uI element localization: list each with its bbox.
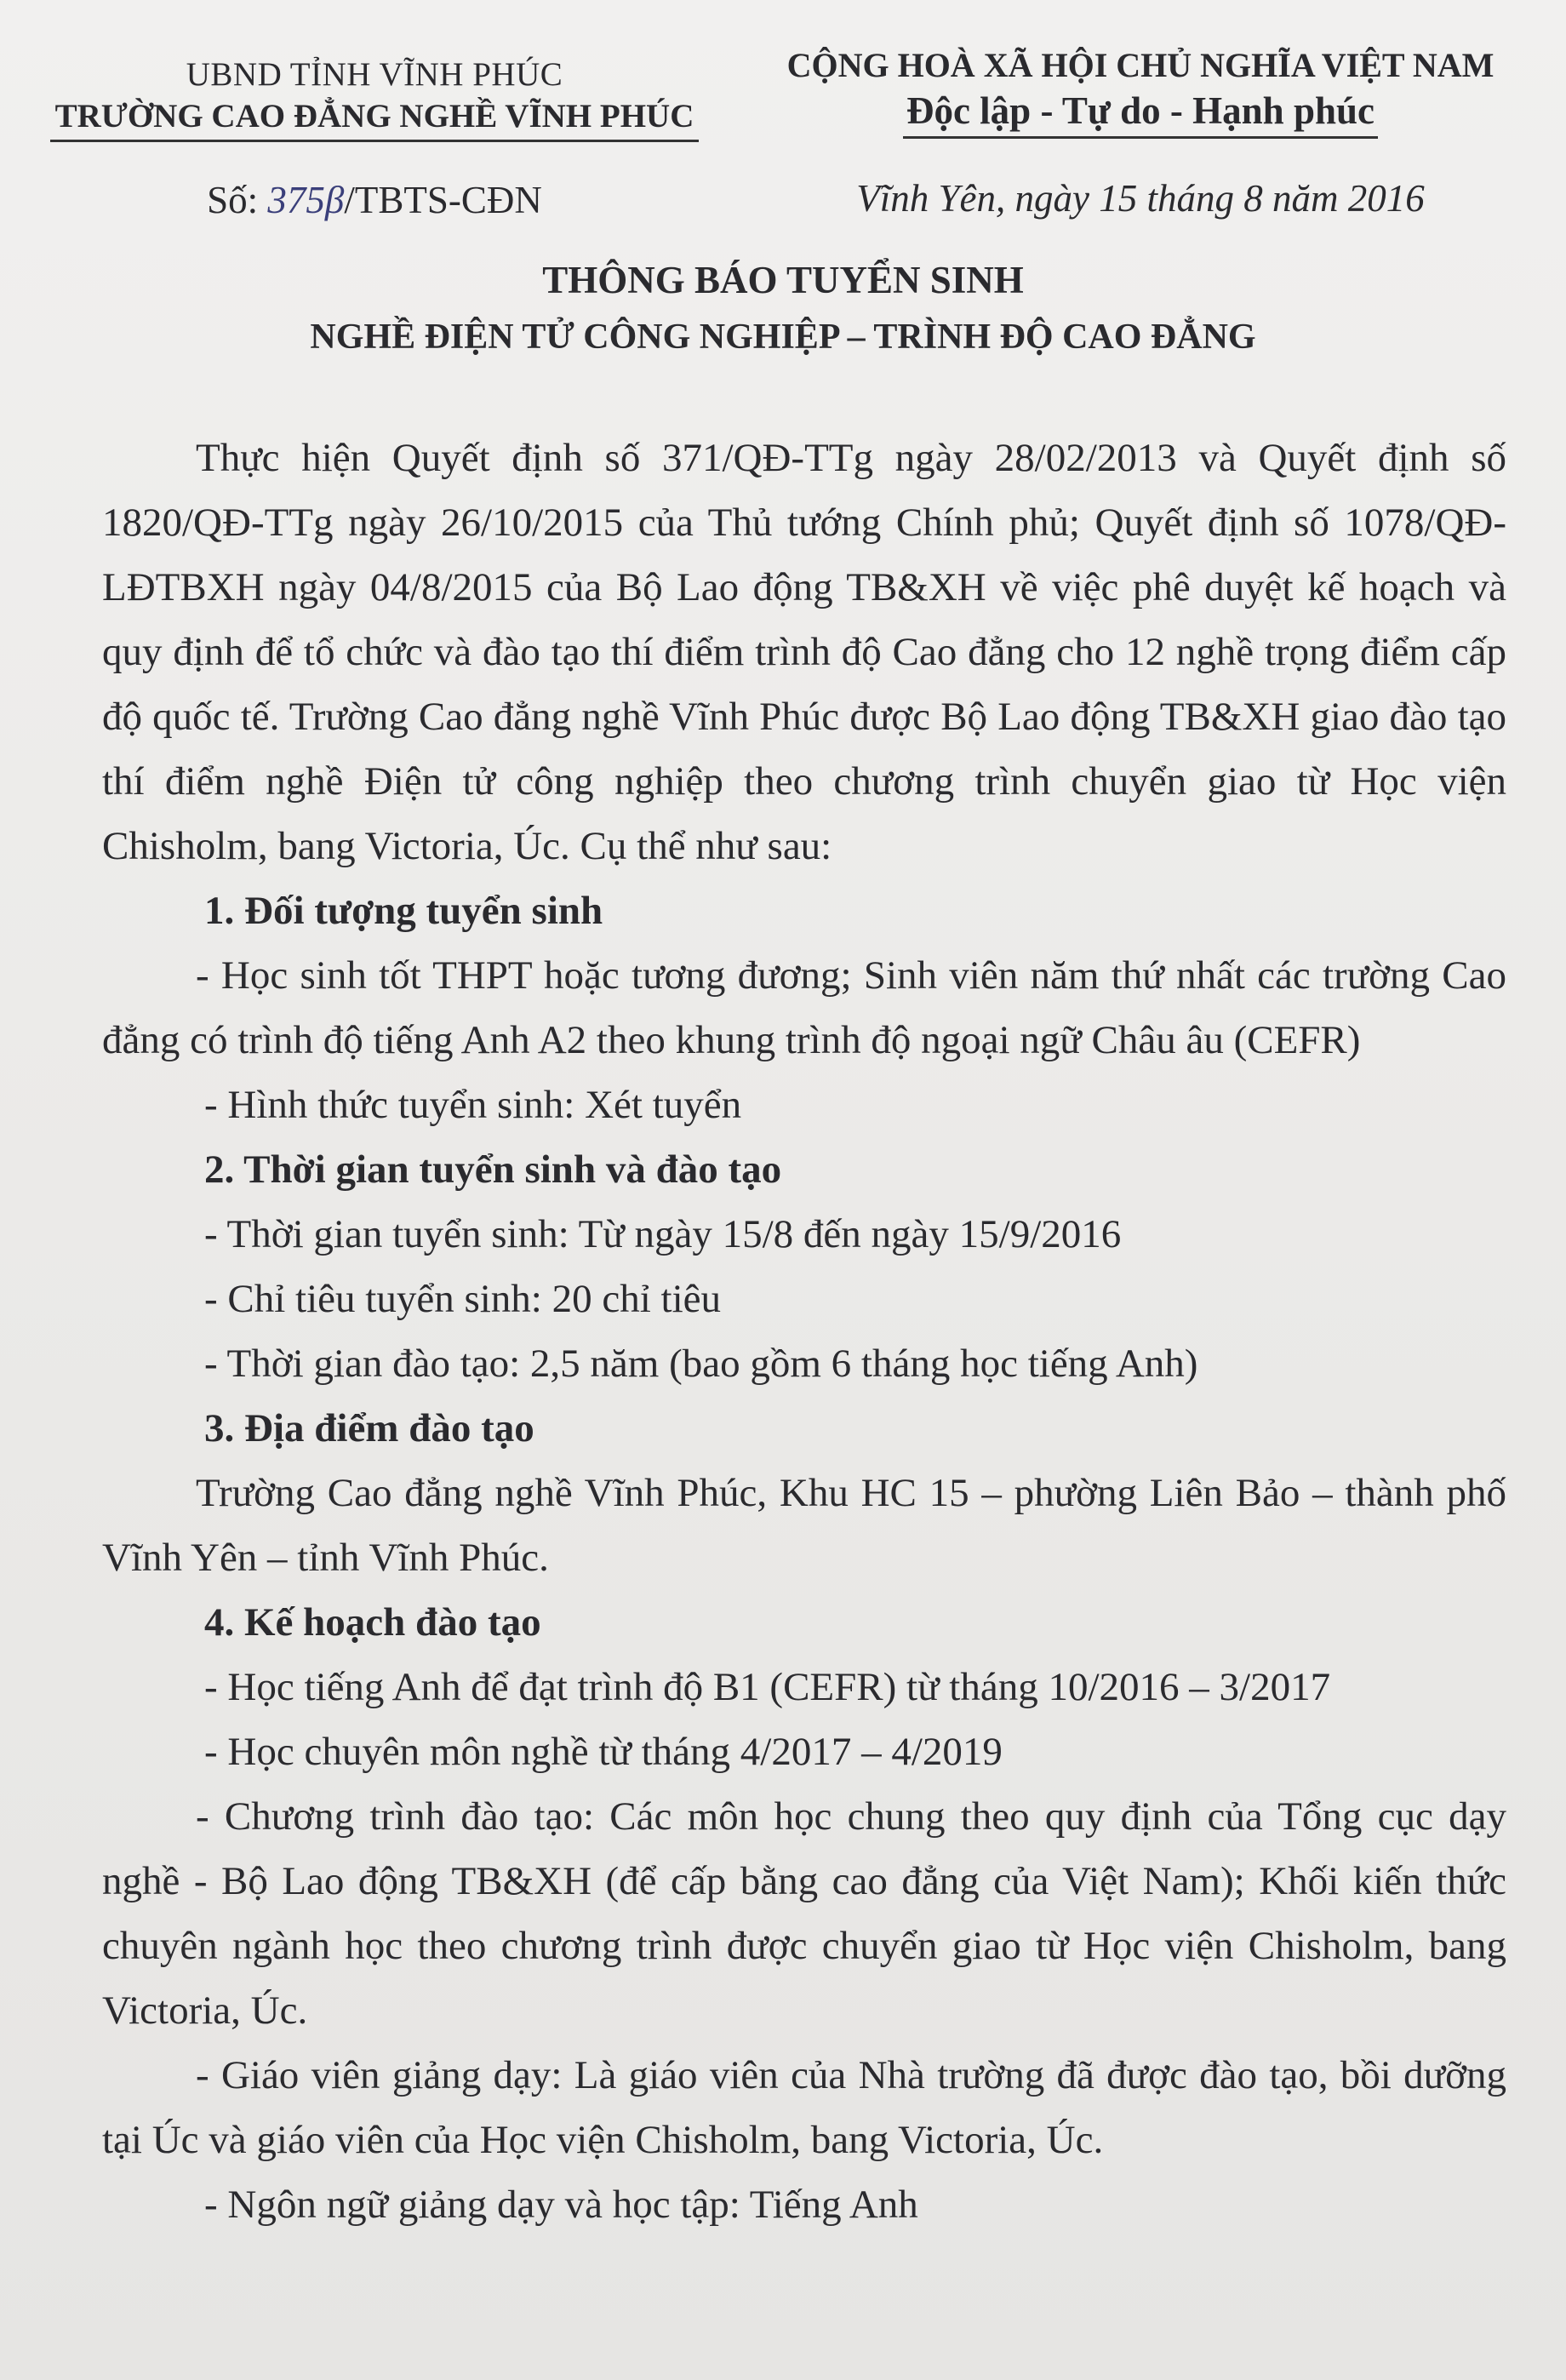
section-2-item: - Chỉ tiêu tuyển sinh: 20 chỉ tiêu	[204, 1277, 722, 1321]
intro-paragraph: Thực hiện Quyết định số 371/QĐ-TTg ngày 28/02/2013 và Quyết định số 1820/QĐ-TTg ngày 26/10/2015 của Thủ tướng Chính phủ; Quyết định số 1078/QĐ-LĐTBXH ngày 04/8/2015 của Bộ Lao động TB&XH về việc phê duyệt kế hoạch và quy định để tổ chức và đào tạo thí điểm trình độ Cao đẳng cho 12 nghề trọng điểm cấp độ quốc tế. Trường Cao đẳng nghề Vĩnh Phúc được Bộ Lao động TB&XH giao đào tạo thí điểm nghề Điện tử công nghiệp theo chương trình chuyển giao từ Học viện Chisholm, bang Victoria, Úc. Cụ thể như sau:	[102, 436, 1506, 868]
national-motto: Độc lập - Tự do - Hạnh phúc	[903, 87, 1378, 139]
issuing-authority: UBND TỈNH VĨNH PHÚC	[186, 56, 563, 93]
title-line-2: NGHỀ ĐIỆN TỬ CÔNG NGHIỆP – TRÌNH ĐỘ CAO ĐẲNG	[310, 317, 1256, 357]
document-number-prefix: Số:	[207, 178, 268, 221]
section-1-item: - Học sinh tốt THPT hoặc tương đương; Sinh viên năm thứ nhất các trường Cao đẳng có trình độ tiếng Anh A2 theo khung trình độ ngoại ngữ Châu âu (CEFR)	[102, 953, 1506, 1062]
issuer-block	[34, 54, 715, 224]
document-body	[102, 426, 1506, 2237]
section-4-item: - Ngôn ngữ giảng dạy và học tập: Tiếng Anh	[204, 2183, 918, 2227]
document-title	[0, 255, 1566, 360]
section-heading-3: 3. Địa điểm đào tạo	[204, 1406, 534, 1450]
school-name: TRƯỜNG CAO ĐẲNG NGHỀ VĨNH PHÚC	[50, 96, 700, 142]
nation-name: CỘNG HOÀ XÃ HỘI CHỦ NGHĨA VIỆT NAM	[786, 46, 1495, 84]
document-number	[34, 176, 715, 224]
section-heading-1: 1. Đối tượng tuyển sinh	[204, 889, 603, 933]
section-1-item: - Hình thức tuyển sinh: Xét tuyển	[204, 1083, 742, 1127]
section-heading-2: 2. Thời gian tuyển sinh và đào tạo	[204, 1147, 782, 1192]
section-heading-4: 4. Kế hoạch đào tạo	[204, 1600, 541, 1645]
place-date: Vĩnh Yên, ngày 15 tháng 8 năm 2016	[856, 177, 1425, 220]
section-4-item: - Chương trình đào tạo: Các môn học chung theo quy định của Tổng cục dạy nghề - Bộ Lao động TB&XH (để cấp bằng cao đẳng của Việt Nam); Khối kiến thức chuyên ngành học theo chương trình được chuyển giao từ Học viện Chisholm, bang Victoria, Úc.	[102, 1794, 1506, 2033]
section-3-item: Trường Cao đẳng nghề Vĩnh Phúc, Khu HC 15 – phường Liên Bảo – thành phố Vĩnh Yên – tỉnh Vĩnh Phúc.	[102, 1471, 1506, 1580]
nation-block	[749, 44, 1532, 223]
section-4-item: - Giáo viên giảng dạy: Là giáo viên của Nhà trường đã được đào tạo, bồi dưỡng tại Úc và giáo viên của Học viện Chisholm, bang Victoria, Úc.	[102, 2053, 1506, 2162]
section-2-item: - Thời gian đào tạo: 2,5 năm (bao gồm 6 tháng học tiếng Anh)	[204, 1342, 1198, 1386]
section-4-item: - Học chuyên môn nghề từ tháng 4/2017 – 4/2019	[204, 1730, 1003, 1774]
title-line-1: THÔNG BÁO TUYỂN SINH	[542, 259, 1024, 301]
section-4-item: - Học tiếng Anh để đạt trình độ B1 (CEFR) từ tháng 10/2016 – 3/2017	[204, 1665, 1331, 1709]
document-number-suffix: /TBTS-CĐN	[344, 178, 542, 221]
handwritten-number: 375β	[267, 178, 345, 221]
section-2-item: - Thời gian tuyển sinh: Từ ngày 15/8 đến ngày 15/9/2016	[204, 1212, 1122, 1256]
